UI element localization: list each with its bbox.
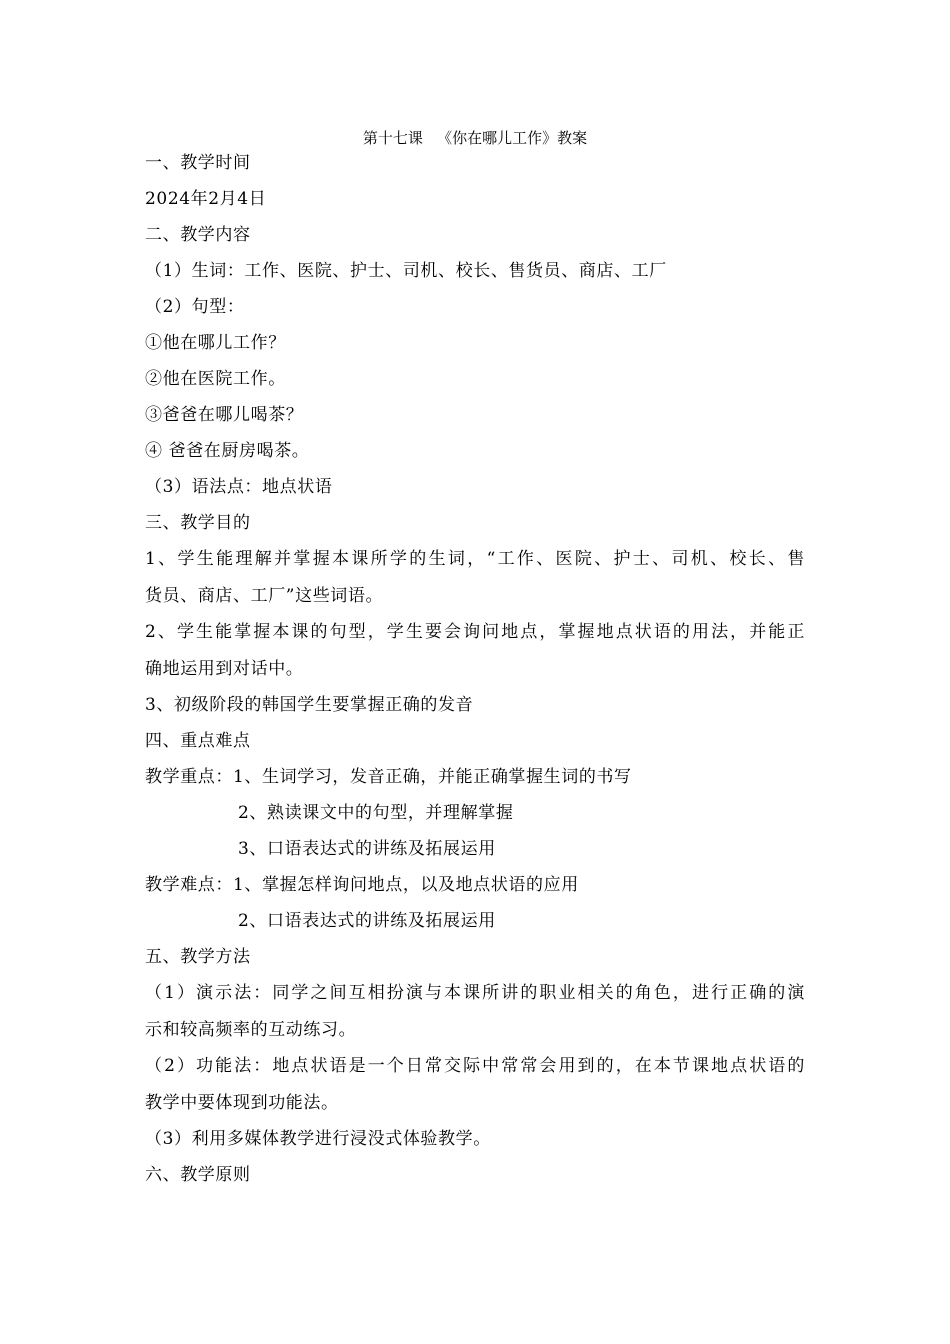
- sentence-pattern-2: ②他在医院工作。: [145, 369, 286, 389]
- section-heading-teaching-time: 一、教学时间: [145, 153, 251, 173]
- goal-1-line-2: 货员、商店、工厂”这些词语。: [145, 586, 384, 606]
- key-point-1: 教学重点：1、生词学习，发音正确，并能正确掌握生词的书写: [145, 767, 632, 787]
- key-point-3: 3、口语表达式的讲练及拓展运用: [238, 839, 496, 859]
- sentence-pattern-1: ①他在哪儿工作？: [145, 333, 286, 353]
- teaching-date: 2024年2月4日: [145, 189, 267, 209]
- difficult-point-1: 教学难点：1、掌握怎样询问地点，以及地点状语的应用: [145, 875, 579, 895]
- sentence-pattern-4: ④ 爸爸在厨房喝茶。: [145, 441, 310, 461]
- method-2-line-1: （2）功能法：地点状语是一个日常交际中常常会用到的，在本节课地点状语的: [145, 1056, 805, 1076]
- sentence-pattern-3: ③爸爸在哪儿喝茶？: [145, 405, 304, 425]
- document-title: 第十七课 《你在哪儿工作》教案: [362, 129, 588, 147]
- method-1-line-2: 示和较高频率的互动练习。: [145, 1020, 357, 1040]
- section-heading-teaching-content: 二、教学内容: [145, 225, 251, 245]
- goal-2-line-1: 2、学生能掌握本课的句型，学生要会询问地点，掌握地点状语的用法，并能正: [145, 622, 805, 642]
- section-heading-teaching-methods: 五、教学方法: [145, 947, 251, 967]
- key-point-2: 2、熟读课文中的句型，并理解掌握: [238, 803, 514, 823]
- goal-2-line-2: 确地运用到对话中。: [145, 659, 304, 679]
- goal-1-line-1: 1、学生能理解并掌握本课所学的生词，“工作、医院、护士、司机、校长、售: [145, 549, 805, 569]
- method-3: （3）利用多媒体教学进行浸没式体验教学。: [145, 1129, 491, 1149]
- section-heading-teaching-principles: 六、教学原则: [145, 1165, 251, 1185]
- grammar-point: （3）语法点：地点状语: [145, 477, 333, 497]
- difficult-point-2: 2、口语表达式的讲练及拓展运用: [238, 911, 496, 931]
- vocabulary-list: （1）生词：工作、医院、护士、司机、校长、售货员、商店、工厂: [145, 261, 667, 281]
- sentence-pattern-heading: （2）句型：: [145, 297, 245, 317]
- method-1-line-1: （1）演示法：同学之间互相扮演与本课所讲的职业相关的角色，进行正确的演: [145, 983, 805, 1003]
- section-heading-teaching-goals: 三、教学目的: [145, 513, 251, 533]
- method-2-line-2: 教学中要体现到功能法。: [145, 1093, 339, 1113]
- goal-3: 3、初级阶段的韩国学生要掌握正确的发音: [145, 695, 474, 715]
- section-heading-key-difficult-points: 四、重点难点: [145, 731, 251, 751]
